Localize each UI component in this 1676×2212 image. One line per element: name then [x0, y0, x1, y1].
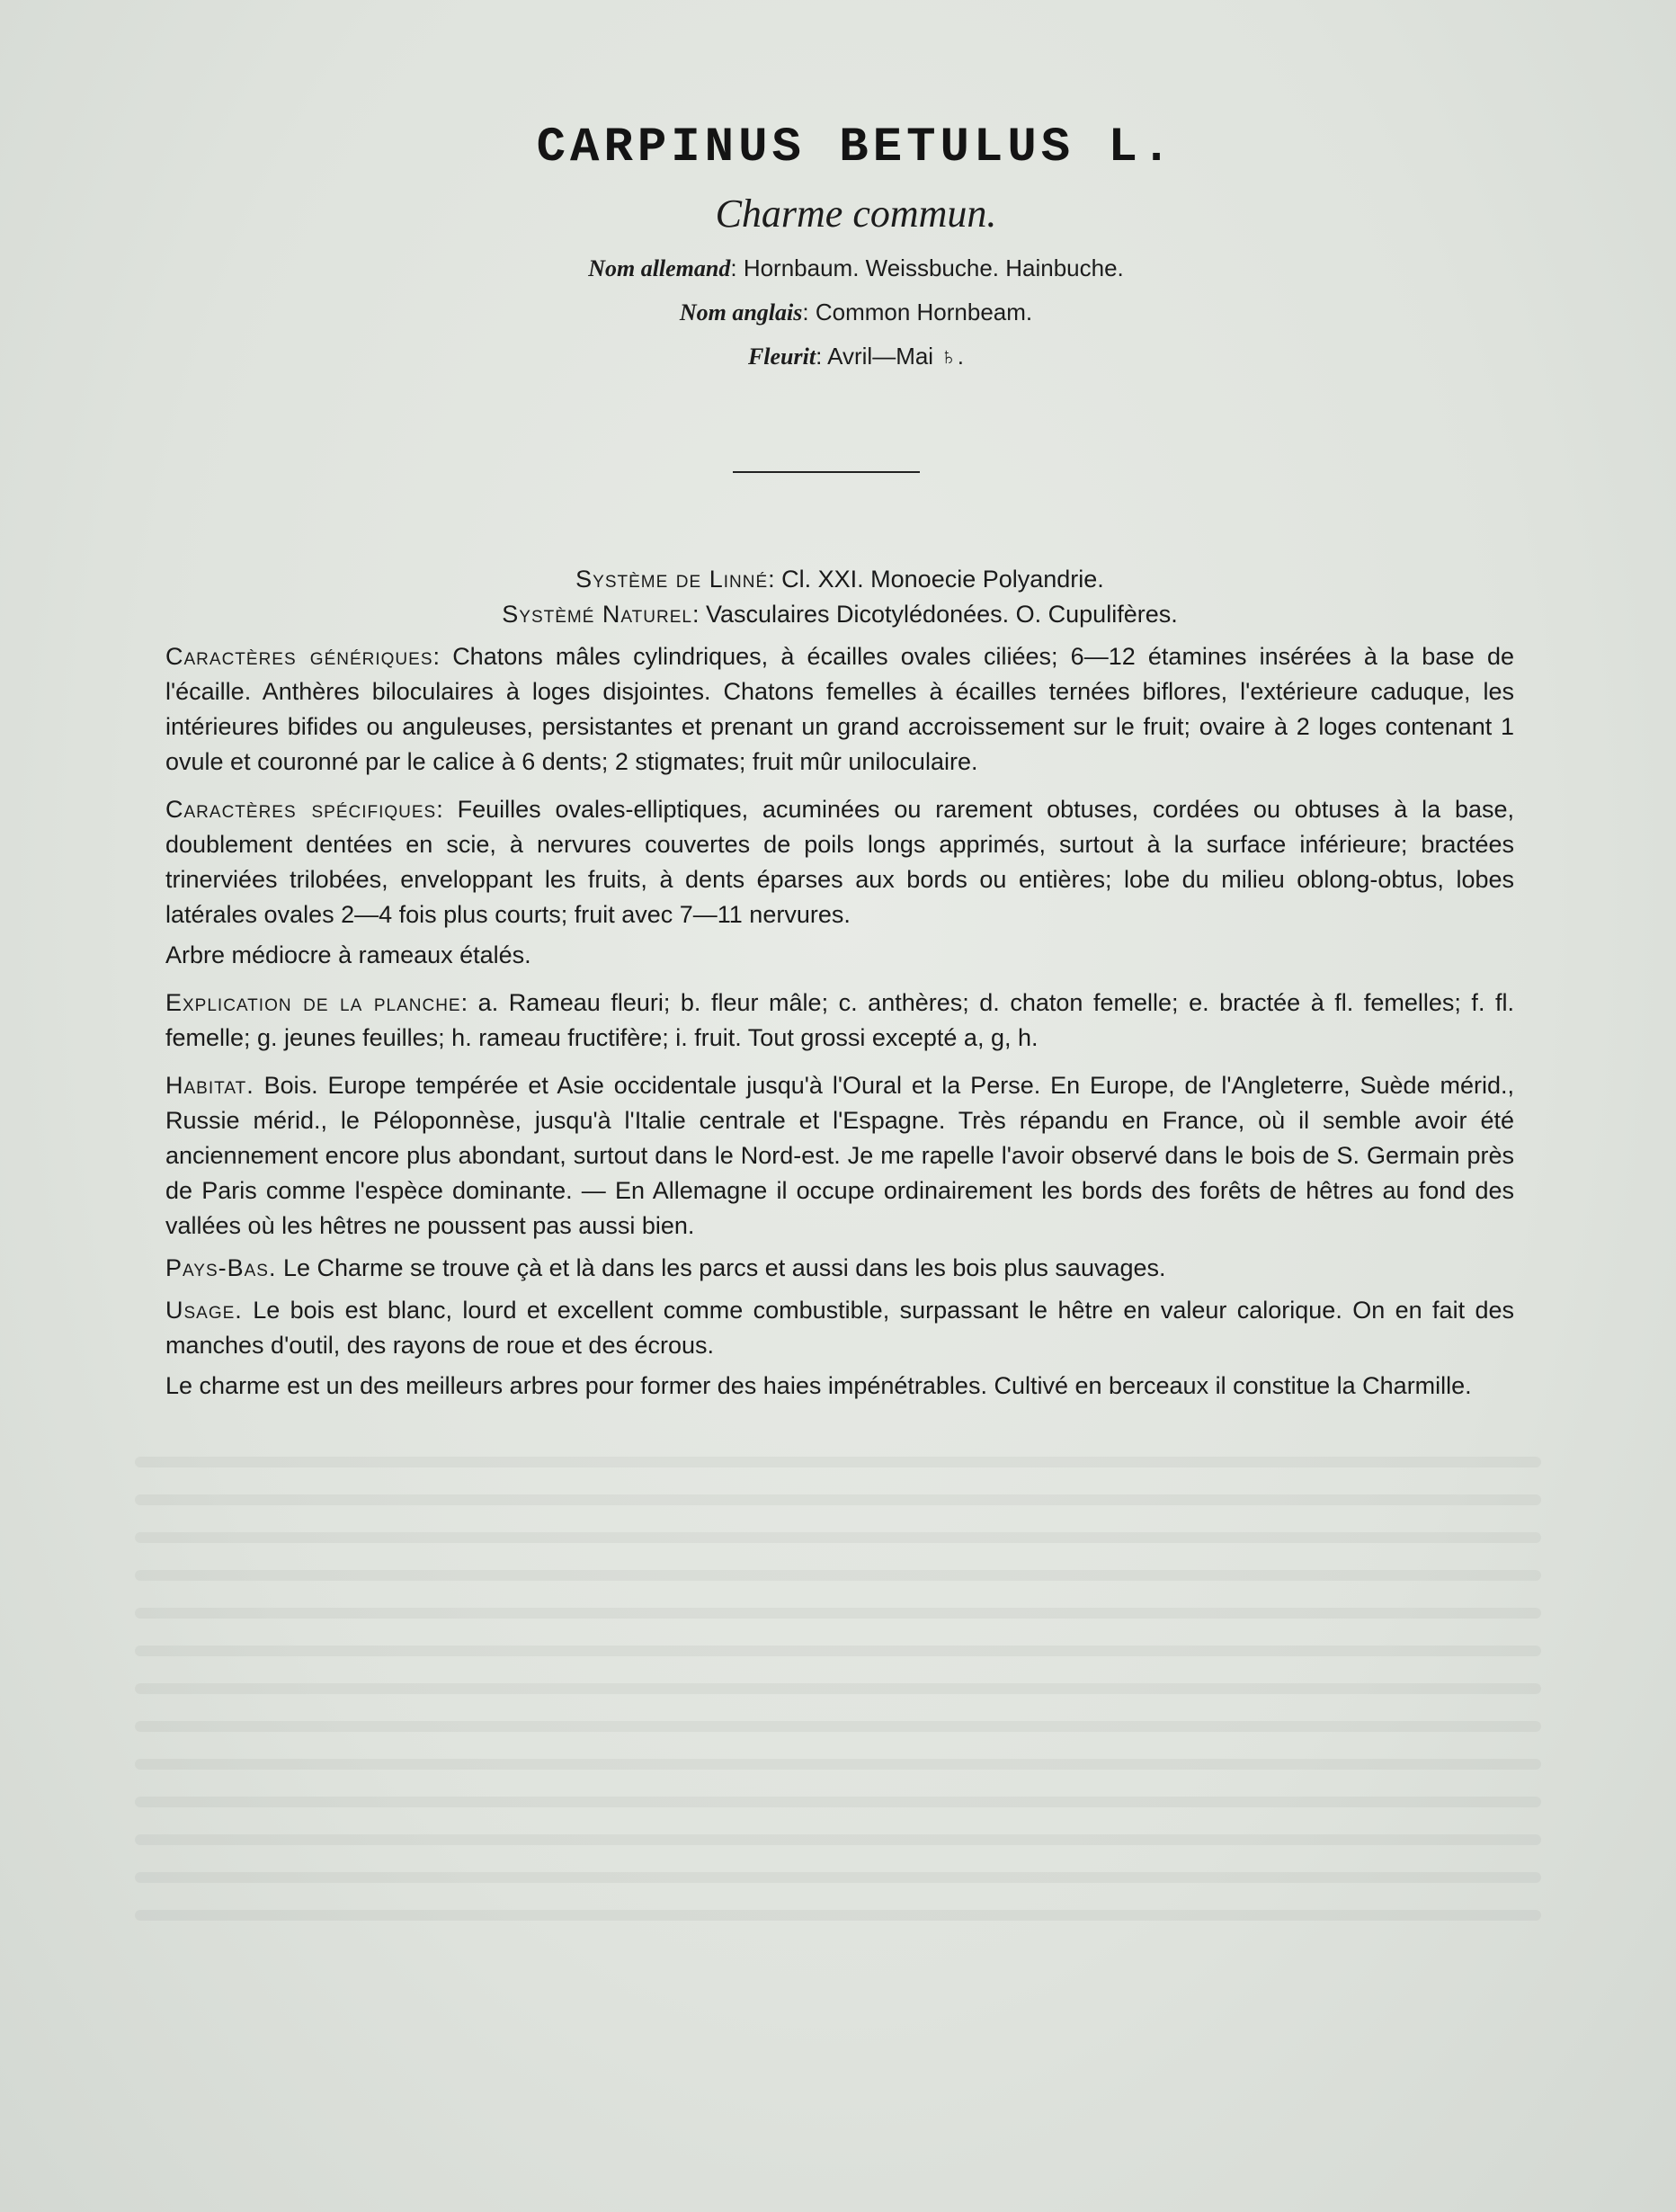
linne-system-label: Système de Linné [575, 566, 769, 593]
habitat-text: Bois. Europe tempérée et Asie occidentale jusqu'à l'Oural et la Perse. En Europe, de l'Angleterre, Suède mérid., Russie mérid., le Péloponnèse, jusqu'à l'Italie centrale et l'Espagne. Très répandu en France, où il semble avoir été anciennement encore plus abondant, surtout dans le Nord-est. Je me rapelle l'avoir observé dans le bois de S. Germain près de Paris comme l'espèce dominante. — En Allemagne il occupe ordinairement les bords des forêts de hêtres au fond des vallées où les hêtres ne poussent pas aussi bien. [165, 1072, 1514, 1239]
specific-characters-text: Feuilles ovales-elliptiques, acuminées ou rarement obtuses, cordées ou obtuses à la base, doublement dentées en scie, à nervures couvertes de poils longs apprimés, surtout à la surface inférieure; bractées trinerviées trilobées, enveloppant les fruits, à dents éparses aux bords ou entières; lobe du milieu oblong-obtus, lobes latérales ovales 2—4 fois plus courts; fruit avec 7—11 nervures. [165, 796, 1514, 928]
english-name-colon: : [802, 299, 816, 326]
paysbas-paragraph [165, 1251, 1514, 1286]
generic-characters-paragraph [165, 639, 1514, 780]
german-name-line [0, 246, 1676, 290]
paysbas-text: Le Charme se trouve çà et là dans les parcs et aussi dans les bois plus sauvages. [282, 1254, 1166, 1281]
linne-system-line [165, 562, 1514, 597]
specific-colon: : [436, 796, 458, 823]
paysbas-label: Pays-Bas. [165, 1254, 277, 1281]
flowering-line [0, 334, 1676, 379]
description-body [165, 562, 1514, 1404]
hedge-paragraph: Le charme est un des meilleurs arbres pour former des haies impénétrables. Cultivé en berceaux il constitue la Charmille. [165, 1372, 1472, 1399]
plate-colon: : [460, 989, 478, 1016]
usage-paragraph [165, 1293, 1514, 1363]
flowering-colon: : [816, 343, 828, 370]
natural-system-value: Vasculaires Dicotylédonées. O. Cupulifères. [705, 601, 1178, 628]
generic-colon: : [432, 643, 453, 670]
show-through-text [135, 1430, 1541, 1948]
english-name-line [0, 290, 1676, 334]
specific-characters-paragraph [165, 792, 1514, 932]
english-name-label: Nom anglais [679, 299, 803, 326]
flowering-label: Fleurit [747, 343, 816, 370]
habitat-paragraph [165, 1068, 1514, 1244]
flowering-value: Avril—Mai ♄. [827, 343, 965, 370]
usage-text: Le bois est blanc, lourd et excellent comme combustible, surpassant le hêtre en valeur calorique. On en fait des manches d'outil, des rayons de roue et des écrous. [165, 1297, 1514, 1359]
german-name-colon: : [730, 254, 744, 281]
specific-characters-label: Caractères spécifiques [165, 796, 437, 823]
habitat-label: Habitat. [165, 1072, 254, 1099]
linne-colon: : [768, 566, 782, 593]
page-title: CARPINUS BETULUS L. [536, 120, 1176, 175]
natural-system-line [165, 597, 1514, 632]
english-name-value: Common Hornbeam. [815, 299, 1033, 326]
natural-system-label: Systèmé Naturel [502, 601, 692, 628]
plate-explanation-paragraph [165, 986, 1514, 1056]
generic-characters-label: Caractères génériques [165, 643, 433, 670]
tree-description: Arbre médiocre à rameaux étalés. [165, 941, 531, 968]
plate-explanation-text: a. Rameau fleuri; b. fleur mâle; c. anthères; d. chaton femelle; e. bractée à fl. femelles; f. fl. femelle; g. jeunes feuilles; h. rameau fructifère; i. fruit. Tout grossi excepté a, g, h. [165, 989, 1514, 1051]
natural-colon: : [691, 601, 706, 628]
linne-system-value: Cl. XXI. Monoecie Polyandrie. [781, 566, 1104, 593]
page-subtitle: Charme commun. [715, 192, 997, 236]
german-name-value: Hornbaum. Weissbuche. Hainbuche. [743, 254, 1124, 281]
usage-label: Usage. [165, 1297, 243, 1324]
generic-characters-text: Chatons mâles cylindriques, à écailles ovales ciliées; 6—12 étamines insérées à la base de l'écaille. Anthères biloculaires à loges disjointes. Chatons femelles à écailles ternées biflores, l'extérieure caduque, les intérieures bifides ou anguleuses, persistantes et prenant un grand accroissement sur le fruit; ovaire à 2 loges contenant 1 ovule et couronné par le calice à 6 dents; 2 stigmates; fruit mûr uniloculaire. [165, 643, 1514, 775]
plate-explanation-label: Explication de la planche [165, 989, 461, 1016]
header-divider [733, 471, 920, 473]
german-name-label: Nom allemand [588, 255, 731, 281]
page-header [0, 117, 1676, 379]
